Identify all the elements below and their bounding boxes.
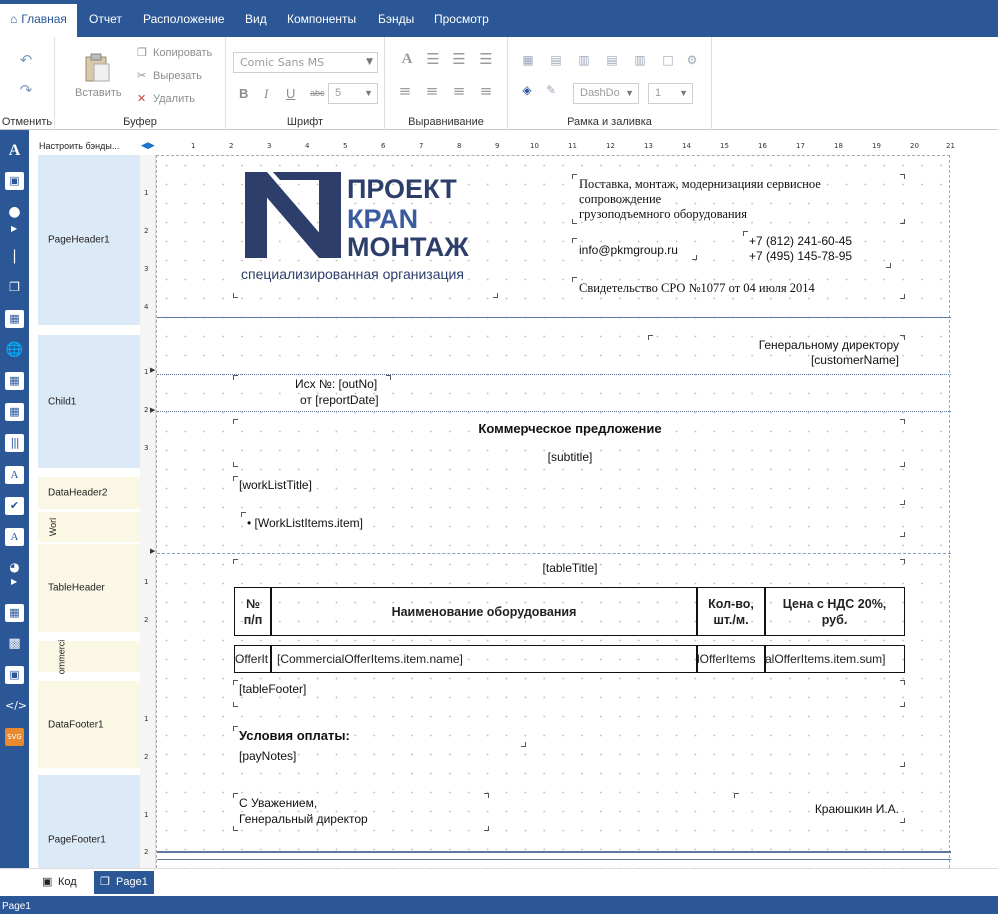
- align-left-icon[interactable]: ≡: [398, 82, 412, 100]
- border-top-icon[interactable]: ▤: [550, 53, 562, 67]
- band-separator: [157, 374, 951, 375]
- gauge-object-icon[interactable]: ◕: [9, 560, 20, 574]
- align-middle-icon[interactable]: ☰: [452, 50, 466, 68]
- line-color-icon[interactable]: ✎: [545, 83, 557, 97]
- band-data-header[interactable]: DataHeader2: [38, 477, 154, 509]
- certificate-text[interactable]: Свидетельство СРО №1077 от 04 июля 2014: [579, 281, 815, 295]
- align-group: [385, 37, 508, 130]
- svg-object-icon[interactable]: SVG: [5, 728, 24, 746]
- band-marker-icon: ▶: [150, 366, 156, 374]
- table-header-name[interactable]: Наименование оборудования: [270, 587, 698, 636]
- band-table-header[interactable]: TableHeader: [38, 544, 154, 632]
- delete-button[interactable]: ✕ Удалить: [137, 93, 195, 105]
- line-style-select[interactable]: DashDo ▼: [573, 83, 639, 104]
- code-icon: ▣: [42, 876, 53, 888]
- paste-icon: [81, 53, 111, 83]
- tab-code[interactable]: ▣ Код: [36, 871, 83, 894]
- scissors-icon: ✂: [137, 70, 147, 82]
- band-separator: [157, 317, 951, 318]
- cut-button[interactable]: ✂ Вырезать: [137, 70, 202, 82]
- undo-icon[interactable]: ↶: [19, 51, 33, 69]
- align-right-icon[interactable]: ≡: [452, 82, 466, 100]
- ruler-arrows-icon[interactable]: ◀▶: [141, 141, 155, 151]
- tab-layout[interactable]: Расположение: [143, 12, 225, 26]
- align-bottom-icon[interactable]: ☰: [479, 50, 493, 68]
- page-icon: ❐: [100, 876, 110, 888]
- underline-icon[interactable]: U: [286, 86, 296, 101]
- text-style-icon[interactable]: A: [401, 51, 413, 67]
- pay-notes[interactable]: [payNotes]: [239, 749, 297, 763]
- tab-components[interactable]: Компоненты: [287, 12, 357, 26]
- checkbox-object-icon[interactable]: ✔: [5, 497, 24, 515]
- logo-n-mark-icon: [245, 172, 341, 258]
- map-object-icon[interactable]: ▣: [5, 666, 24, 684]
- table-row-number[interactable]: OfferIt: [234, 645, 272, 673]
- border-all-icon[interactable]: ▦: [522, 53, 534, 67]
- band-separator: [157, 851, 951, 853]
- matrix-object-icon[interactable]: ▦: [5, 403, 24, 421]
- copy-button[interactable]: ❐ Копировать: [137, 47, 213, 59]
- company-logo[interactable]: ПРОЕКТ КРАN МОНТАЖ специализированная организация: [241, 174, 469, 282]
- expand-arrow-icon[interactable]: ▶: [11, 577, 18, 586]
- band-work-list[interactable]: Worl: [38, 512, 154, 542]
- vertical-ruler: 1 2 3 4 1 2 3 1 2 1 2 1 2 ▶ ▶ ▶: [140, 155, 156, 868]
- chevron-down-icon: ▼: [679, 88, 688, 98]
- work-list-title[interactable]: [workListTitle]: [239, 478, 312, 492]
- tab-bands[interactable]: Бэнды: [378, 12, 415, 26]
- font-group: [226, 37, 385, 130]
- horizontal-ruler: 1 2 3 4 5 6 7 8 9 10 11 12 13 14 15 16 17 18 19 20 21: [156, 140, 966, 154]
- font-size-select[interactable]: 5 ▼: [328, 83, 378, 104]
- border-bottom-icon[interactable]: ▤: [606, 53, 618, 67]
- ribbon-tab-bar: [0, 0, 998, 37]
- table-footer[interactable]: [tableFooter]: [239, 682, 307, 696]
- redo-icon[interactable]: ↷: [19, 81, 33, 99]
- company-description[interactable]: Поставка, монтаж, модернизацияи сервисное сопровождение грузоподъемного оборудования: [579, 177, 821, 221]
- work-list-item[interactable]: • [WorkListItems.item]: [247, 516, 363, 530]
- band-commercial-items[interactable]: ommerci: [38, 641, 154, 672]
- band-separator: [157, 553, 951, 554]
- tab-view[interactable]: Вид: [245, 12, 267, 26]
- table-row-qty[interactable]: lOfferItems: [696, 645, 766, 673]
- clipboard-group-label: Буфер: [123, 116, 157, 128]
- chevron-down-icon: ▼: [625, 88, 634, 98]
- table-header-price[interactable]: Цена с НДС 20%, руб.: [764, 587, 905, 636]
- rtf-object-icon[interactable]: A: [5, 528, 24, 546]
- expand-arrow-icon[interactable]: ▶: [11, 224, 18, 233]
- align-group-label: Выравнивание: [408, 116, 484, 128]
- font-family-select[interactable]: Comic Sans MS ▼: [233, 52, 378, 73]
- report-date[interactable]: от [reportDate]: [300, 393, 379, 407]
- table-row-sum[interactable]: alOfferItems.item.sum]: [764, 645, 905, 673]
- configure-bands-button[interactable]: Настроить бэнды...: [39, 141, 120, 151]
- line-object-icon[interactable]: ❘: [8, 248, 21, 264]
- delete-icon: ✕: [137, 93, 147, 105]
- strikethrough-icon[interactable]: abc: [310, 88, 325, 98]
- band-page-footer[interactable]: PageFooter1: [38, 775, 154, 868]
- chart-object-icon[interactable]: ▦: [5, 372, 24, 390]
- html-object-icon[interactable]: 🌐: [5, 342, 24, 358]
- font-group-label: Шрифт: [286, 116, 324, 128]
- code-object-icon[interactable]: </>: [5, 699, 28, 712]
- undo-group: [0, 37, 55, 130]
- table-object-icon[interactable]: ▦: [5, 310, 24, 328]
- paste-button[interactable]: Вставить: [69, 51, 125, 103]
- subreport-object-icon[interactable]: ❐: [9, 280, 20, 294]
- bold-icon[interactable]: B: [239, 86, 249, 101]
- tab-page1[interactable]: ❐ Page1: [94, 871, 154, 894]
- band-marker-icon: ▶: [150, 406, 156, 414]
- fill-color-icon[interactable]: ◈: [522, 83, 532, 97]
- undo-group-label: Отменить: [1, 116, 53, 128]
- shape-object-icon[interactable]: ●: [8, 204, 21, 220]
- align-center-icon[interactable]: ≡: [425, 82, 439, 100]
- band-marker-icon: ▶: [150, 547, 156, 555]
- recipient-name[interactable]: [customerName]: [810, 353, 899, 367]
- subtitle[interactable]: [subtitle]: [547, 450, 593, 464]
- regards-line[interactable]: С Уважением,: [239, 796, 318, 810]
- border-right-icon[interactable]: ▥: [634, 53, 646, 67]
- band-child[interactable]: Child1: [38, 335, 154, 468]
- band-separator: [157, 411, 951, 412]
- phone-1[interactable]: +7 (812) 241-60-45: [749, 234, 853, 248]
- page-tabs: [0, 868, 998, 896]
- payment-title[interactable]: Условия оплаты:: [239, 728, 350, 743]
- signer-name[interactable]: Краюшкин И.А.: [814, 802, 899, 816]
- phone-2[interactable]: +7 (495) 145-78-95: [749, 249, 853, 263]
- band-panel: [29, 130, 154, 868]
- line-width-select[interactable]: 1 ▼: [648, 83, 693, 104]
- barcode-object-icon[interactable]: |||: [5, 434, 24, 452]
- rich-text-object-icon[interactable]: A: [5, 466, 24, 484]
- bar-chart-object-icon[interactable]: ▩: [8, 636, 21, 651]
- band-separator: [157, 859, 951, 860]
- status-bar: Page1: [0, 896, 998, 914]
- picture-object-icon[interactable]: ▣: [5, 172, 24, 190]
- out-number[interactable]: Исх №: [outNo]: [295, 377, 378, 391]
- component-toolbox: [0, 130, 29, 896]
- copy-icon: ❐: [137, 47, 147, 59]
- band-data-footer[interactable]: DataFooter1: [38, 681, 154, 768]
- email-field[interactable]: info@pkmgroup.ru: [579, 243, 678, 257]
- document-title[interactable]: Коммерческое предложение: [478, 421, 662, 436]
- cross-tab-object-icon[interactable]: ▦: [5, 604, 24, 622]
- border-left-icon[interactable]: ▥: [578, 53, 590, 67]
- align-justify-icon[interactable]: ≡: [479, 82, 493, 100]
- clipboard-group: [55, 37, 226, 130]
- tab-preview[interactable]: Просмотр: [434, 12, 489, 26]
- signer-position[interactable]: Генеральный директор: [239, 812, 368, 826]
- border-none-icon[interactable]: □: [662, 53, 674, 67]
- ribbon-toolbar: [0, 37, 998, 130]
- border-group: [508, 37, 712, 130]
- italic-icon[interactable]: I: [264, 86, 269, 101]
- home-icon: ⌂: [10, 12, 18, 26]
- table-row-name[interactable]: [CommercialOfferItems.item.name]: [270, 645, 698, 673]
- report-page-canvas[interactable]: [156, 155, 950, 868]
- table-header-qty[interactable]: Кол-во, шт./м.: [696, 587, 766, 636]
- border-group-label: Рамка и заливка: [567, 116, 652, 128]
- tab-home[interactable]: ⌂ Главная: [0, 4, 77, 37]
- band-page-header[interactable]: PageHeader1: [38, 155, 154, 325]
- table-header-number[interactable]: № п/п: [234, 587, 272, 636]
- chevron-down-icon: ▼: [364, 88, 373, 98]
- tab-report[interactable]: Отчет: [89, 12, 122, 26]
- table-title[interactable]: [tableTitle]: [542, 561, 598, 575]
- chevron-down-icon: ▼: [366, 57, 373, 67]
- align-top-icon[interactable]: ☰: [426, 50, 440, 68]
- recipient-title[interactable]: Генеральному директору: [758, 338, 899, 352]
- text-object-icon[interactable]: A: [8, 142, 21, 159]
- border-settings-icon[interactable]: ⚙: [686, 53, 698, 67]
